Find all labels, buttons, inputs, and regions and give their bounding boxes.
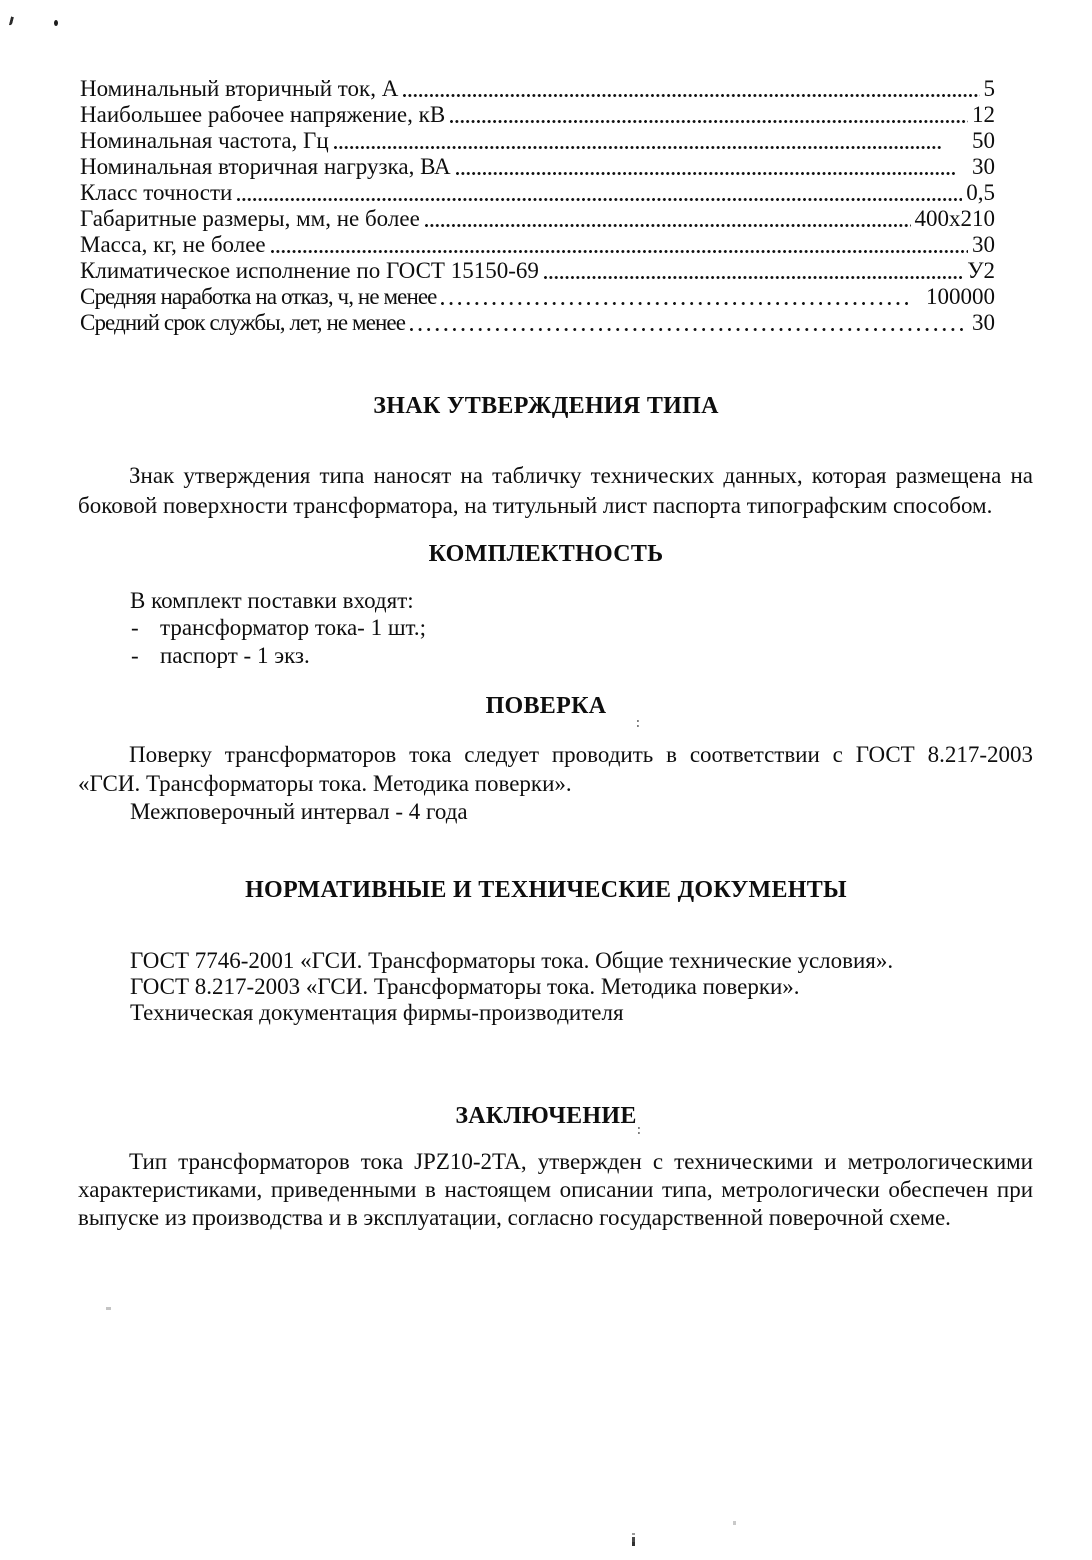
scan-speck — [4, 15, 14, 26]
spec-label: Номинальная вторичная нагрузка, ВА — [80, 154, 451, 179]
list-item — [131, 615, 426, 641]
dot-leader — [436, 284, 916, 310]
bullet-dash: - — [131, 615, 139, 640]
spec-value: 50 — [972, 128, 995, 153]
spec-value: 30 — [972, 232, 995, 257]
spec-label: Масса, кг, не более — [80, 232, 266, 257]
section-heading-conclusion: ЗАКЛЮЧЕНИЕ — [455, 1103, 637, 1129]
dot-leader — [445, 102, 972, 128]
spec-value: 0,5 — [966, 180, 995, 205]
spec-label: Габаритные размеры, мм, не более — [80, 206, 420, 231]
list-item-text: паспорт - 1 экз. — [160, 643, 310, 668]
verification-interval-line: Межповерочный интервал - 4 года — [130, 799, 468, 824]
spec-value: 5 — [983, 76, 995, 101]
list-item-text: трансформатор тока- 1 шт.; — [160, 615, 427, 640]
normative-doc-list — [130, 948, 893, 1026]
spec-row — [80, 154, 995, 180]
scan-speck — [54, 20, 58, 26]
bullet-dash: - — [131, 643, 139, 668]
section-heading-completeness: КОМПЛЕКТНОСТЬ — [428, 541, 664, 567]
spec-row — [80, 76, 995, 102]
spec-row — [80, 128, 995, 154]
spec-value: 400x210 — [914, 206, 995, 231]
dot-leader — [539, 258, 967, 284]
scan-speck — [733, 1521, 736, 1525]
normative-doc-line: ГОСТ 7746-2001 «ГСИ. Трансформаторы тока. Общие технические условия». — [130, 948, 894, 973]
dot-leader — [451, 154, 960, 180]
spec-label: Номинальный вторичный ток, А — [80, 76, 399, 101]
spec-label: Средняя наработка на отказ, ч, не менее — [80, 284, 437, 309]
spec-label: Климатическое исполнение по ГОСТ 15150-69 — [80, 258, 539, 283]
section-heading-type-approval-mark: ЗНАК УТВЕРЖДЕНИЯ ТИПА — [373, 393, 719, 419]
spec-value: 100000 — [926, 284, 995, 309]
spec-value: 30 — [972, 310, 995, 335]
list-item — [131, 643, 310, 669]
spec-row — [80, 102, 995, 128]
spec-row — [80, 180, 995, 206]
normative-doc-line: Техническая документация фирмы-производителя — [130, 1000, 624, 1025]
spec-row — [80, 232, 995, 258]
spec-row — [80, 284, 995, 310]
dot-leader — [329, 128, 946, 154]
scan-speck — [106, 1307, 111, 1310]
section-heading-normative-docs: НОРМАТИВНЫЕ И ТЕХНИЧЕСКИЕ ДОКУМЕНТЫ — [245, 877, 847, 903]
scan-speck: : — [635, 1123, 643, 1138]
spec-label: Класс точности — [80, 180, 233, 205]
dot-leader — [398, 76, 983, 102]
normative-doc-line: ГОСТ 8.217-2003 «ГСИ. Трансформаторы тока. Методика поверки». — [130, 974, 800, 999]
spec-row — [80, 310, 995, 336]
verification-paragraph: Поверку трансформаторов тока следует проводить в соответствии с ГОСТ 8.217-2003 «ГСИ. Трансформаторы тока. Методика поверки». — [78, 742, 1033, 796]
spec-label: Номинальная частота, Гц — [80, 128, 329, 153]
scan-speck — [632, 1533, 635, 1546]
conclusion-paragraph: Тип трансформаторов тока JPZ10-2TA, утвержден с техническими и метрологическими характеристиками, приведенными в настоящем описании типа, метрологически обеспечен при выпуске из производства и в эксплуатации, согласно государственной поверочной схеме. — [78, 1149, 1033, 1230]
dot-leader — [232, 180, 966, 206]
spec-label: Наибольшее рабочее напряжение, кВ — [80, 102, 446, 127]
spec-value: 30 — [972, 154, 995, 179]
dot-leader — [266, 232, 972, 258]
dot-leader — [420, 206, 915, 232]
spec-row — [80, 206, 995, 232]
completeness-intro: В комплект поставки входят: — [130, 588, 414, 613]
spec-row — [80, 258, 995, 284]
dot-leader — [405, 310, 972, 336]
spec-value: У2 — [967, 258, 995, 283]
spec-list — [80, 76, 995, 336]
type-approval-paragraph: Знак утверждения типа наносят на табличку технических данных, которая размещена на боковой поверхности трансформатора, на титульный лист паспорта типографским способом. — [78, 463, 1033, 518]
scan-speck: : — [634, 716, 642, 731]
spec-label: Средний срок службы, лет, не менее — [80, 310, 406, 335]
spec-value: 12 — [972, 102, 995, 127]
section-heading-verification: ПОВЕРКА — [485, 693, 607, 719]
